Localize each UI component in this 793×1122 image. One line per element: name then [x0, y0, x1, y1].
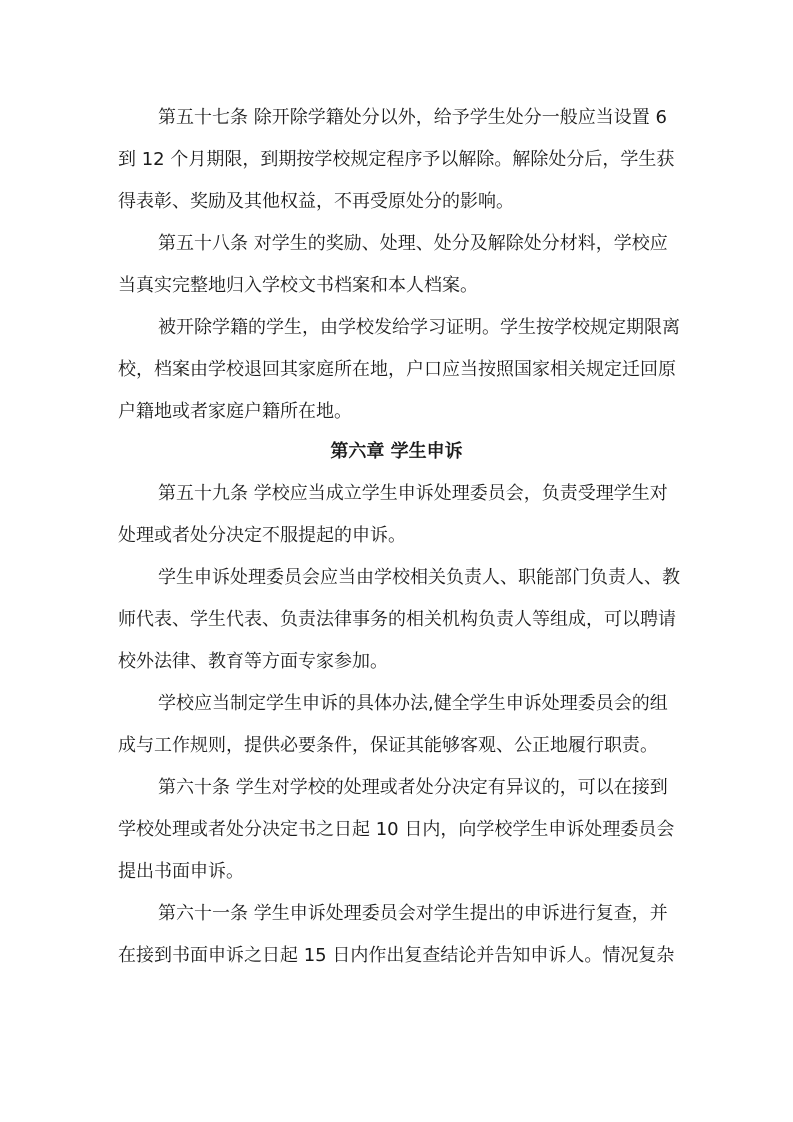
paragraph-expulsion-line-2: 校，档案由学校退回其家庭所在地，户口应当按照国家相关规定迁回原: [118, 359, 676, 380]
paragraph-committee-line-3: 校外法律、教育等方面专家参加。: [118, 651, 388, 672]
paragraph-article-57-line-2: 到 12 个月期限，到期按学校规定程序予以解除。解除处分后，学生获: [118, 149, 675, 170]
paragraph-committee-line-2: 师代表、学生代表、负责法律事务的相关机构负责人等组成，可以聘请: [118, 609, 676, 630]
paragraph-article-60-line-3: 提出书面申诉。: [118, 861, 244, 882]
chapter-heading: 第六章 学生申诉: [330, 441, 463, 462]
paragraph-article-58-line-1: 第五十八条 对学生的奖励、处理、处分及解除处分材料，学校应: [158, 233, 668, 254]
paragraph-procedures-line-1: 学校应当制定学生申诉的具体办法,健全学生申诉处理委员会的组: [158, 693, 668, 714]
paragraph-article-57-line-1: 第五十七条 除开除学籍处分以外，给予学生处分一般应当设置 6: [158, 107, 667, 128]
paragraph-expulsion-line-1: 被开除学籍的学生，由学校发给学习证明。学生按学校规定期限离: [158, 317, 680, 338]
paragraph-article-61-line-2: 在接到书面申诉之日起 15 日内作出复查结论并告知申诉人。情况复杂: [118, 945, 675, 966]
paragraph-procedures-line-2: 成与工作规则，提供必要条件，保证其能够客观、公正地履行职责。: [118, 735, 658, 756]
paragraph-article-60-line-2: 学校处理或者处分决定书之日起 10 日内，向学校学生申诉处理委员会: [118, 819, 675, 840]
paragraph-article-60-line-1: 第六十条 学生对学校的处理或者处分决定有异议的，可以在接到: [158, 777, 668, 798]
paragraph-article-57-line-3: 得表彰、奖励及其他权益，不再受原处分的影响。: [118, 191, 514, 212]
paragraph-article-58-line-2: 当真实完整地归入学校文书档案和本人档案。: [118, 275, 478, 296]
paragraph-expulsion-line-3: 户籍地或者家庭户籍所在地。: [118, 401, 352, 422]
paragraph-article-59-line-1: 第五十九条 学校应当成立学生申诉处理委员会，负责受理学生对: [158, 483, 668, 504]
paragraph-committee-line-1: 学生申诉处理委员会应当由学校相关负责人、职能部门负责人、教: [158, 567, 680, 588]
paragraph-article-61-line-1: 第六十一条 学生申诉处理委员会对学生提出的申诉进行复查，并: [158, 903, 668, 924]
paragraph-article-59-line-2: 处理或者处分决定不服提起的申诉。: [118, 525, 406, 546]
